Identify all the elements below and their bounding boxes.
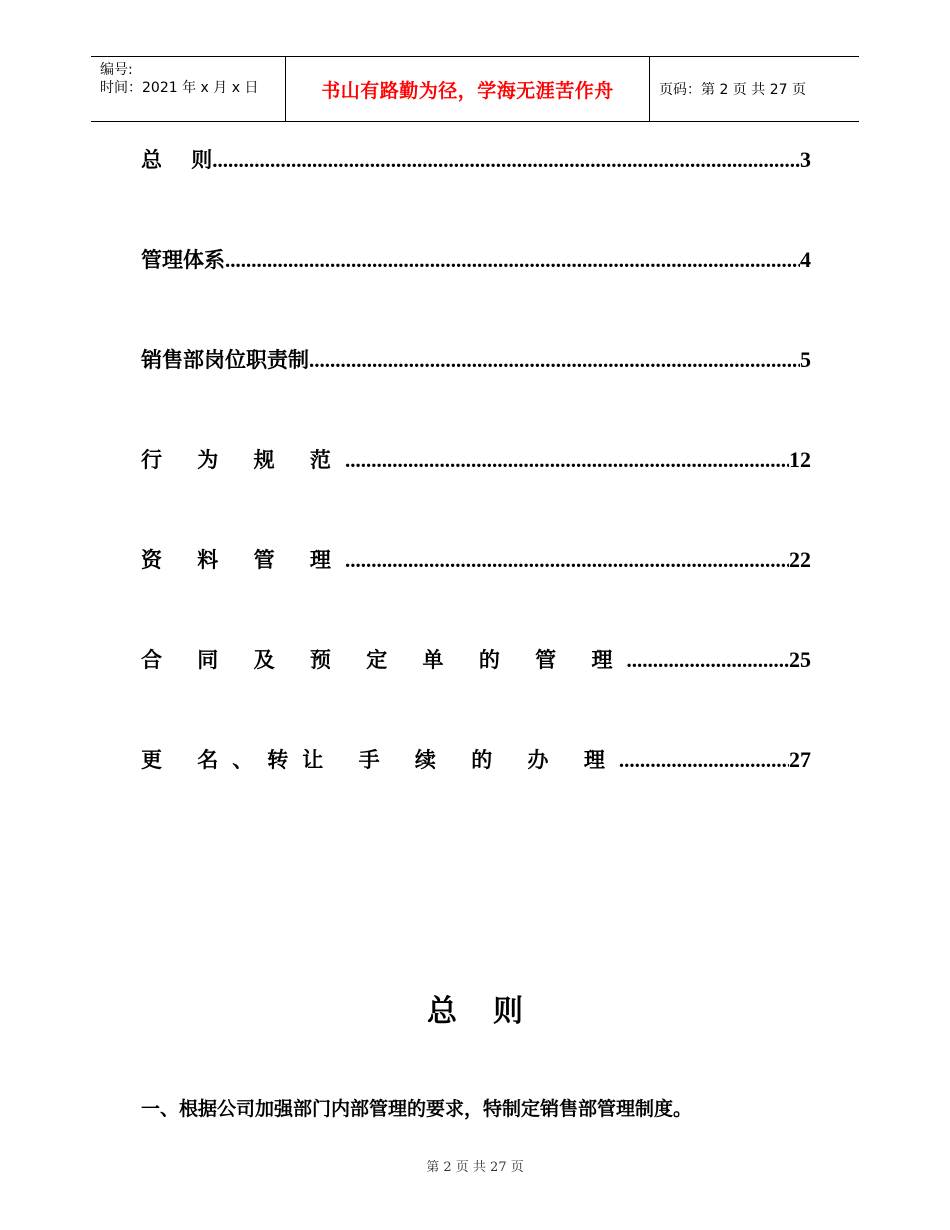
toc-entry-page: 3: [800, 147, 811, 172]
toc-entry[interactable]: [141, 543, 811, 643]
section-heading: 总则: [427, 994, 559, 1029]
toc-leader-dots: [627, 643, 790, 677]
toc-leader-dots: [345, 443, 789, 477]
page-header: [91, 56, 859, 122]
toc-leader-dots: [345, 543, 789, 577]
header-meta-cell: [91, 57, 286, 121]
toc-entry-title: 资 料 管 理: [141, 548, 345, 572]
toc-entry[interactable]: [141, 243, 811, 343]
header-page-label: 页码：第 2 页 共 27 页: [659, 82, 806, 98]
toc-entry-title: 销售部岗位职责制: [141, 348, 309, 372]
header-motto: 书山有路勤为径，学海无涯苦作舟: [321, 79, 614, 102]
toc-entry-title: 行 为 规 范: [141, 448, 345, 472]
table-of-contents: [141, 143, 811, 843]
toc-entry-page: 12: [789, 447, 811, 472]
header-motto-cell: [286, 57, 650, 121]
toc-entry-title: 更 名、转让 手 续 的 办 理: [141, 748, 619, 772]
header-page-cell: [650, 57, 859, 121]
toc-entry[interactable]: [141, 743, 811, 843]
document-number-label: 编号:: [100, 62, 133, 78]
page-footer: 第 2 页 共 27 页: [426, 1160, 524, 1175]
toc-leader-dots: [225, 243, 800, 277]
document-time-label: 时间：2021 年 x 月 x 日: [100, 80, 259, 96]
body-paragraph: 一、根据公司加强部门内部管理的要求，特制定销售部管理制度。: [141, 1098, 693, 1120]
toc-entry-page: 27: [789, 747, 811, 772]
toc-entry[interactable]: [141, 343, 811, 443]
toc-leader-dots: [619, 743, 789, 777]
toc-leader-dots: [309, 343, 800, 377]
toc-entry-page: 25: [789, 647, 811, 672]
toc-entry[interactable]: [141, 443, 811, 543]
toc-entry-title: 管理体系: [141, 248, 225, 272]
toc-entry-page: 5: [800, 347, 811, 372]
toc-entry-title: 总 则: [141, 148, 213, 172]
toc-entry-page: 22: [789, 547, 811, 572]
toc-entry-title: 合 同 及 预 定 单 的 管 理: [141, 648, 627, 672]
toc-leader-dots: [212, 143, 800, 177]
toc-entry[interactable]: [141, 143, 811, 243]
toc-entry[interactable]: [141, 643, 811, 743]
toc-entry-page: 4: [800, 247, 811, 272]
